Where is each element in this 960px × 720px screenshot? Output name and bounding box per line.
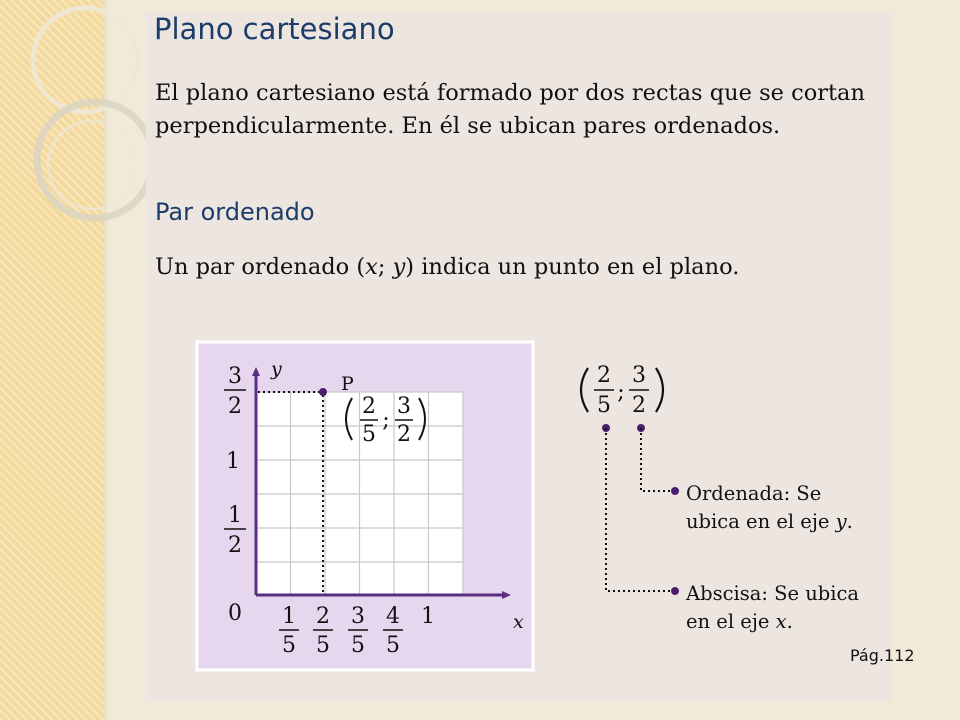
ordinate-connector xyxy=(641,428,675,491)
pair-var-x: x xyxy=(365,254,378,280)
pair-y-numerator: 3 xyxy=(632,363,646,388)
ordinate-line-1: Ordenada: Se xyxy=(686,482,822,505)
page-number: Pág.112 xyxy=(850,646,915,665)
ordinate-line-2: ubica en el eje xyxy=(686,510,836,534)
x-tick-denominator: 5 xyxy=(316,633,330,658)
x-tick-denominator: 5 xyxy=(351,633,365,658)
definition-paragraph: El plano cartesiano está formado por dos rectas que se cortan perpendicularmente. En él se ubican pares ordenados. xyxy=(155,80,865,140)
x-tick-whole: 1 xyxy=(421,604,435,629)
abscissa-line-2: en el eje xyxy=(686,610,776,634)
x-tick-numerator: 2 xyxy=(316,604,330,629)
ordinate-axis-var: y xyxy=(835,510,847,534)
slide-title: Plano cartesiano xyxy=(154,12,395,46)
abscissa-line-2-end: . xyxy=(786,610,793,634)
pair-var-y: y xyxy=(392,254,406,280)
abscissa-line-1: Abscisa: Se ubica xyxy=(686,582,860,605)
ordinate-line-2-end: . xyxy=(846,510,853,534)
abscissa-connector xyxy=(606,428,675,591)
x-tick-numerator: 3 xyxy=(351,604,365,629)
ordinate-target-dot xyxy=(671,487,679,495)
y-tick-numerator: 3 xyxy=(228,364,242,389)
y-tick-numerator: 1 xyxy=(228,503,242,528)
pair-x-denominator: 5 xyxy=(597,393,611,418)
point-p-label: P xyxy=(341,373,354,395)
x-axis-label: x xyxy=(513,611,524,633)
right-paren xyxy=(656,368,663,412)
coord-x-numerator: 2 xyxy=(362,394,376,419)
section-subtitle: Par ordenado xyxy=(155,198,315,226)
y-tick-denominator: 2 xyxy=(228,533,242,558)
y-axis-label: y xyxy=(271,358,282,380)
coord-y-denominator: 2 xyxy=(397,422,411,447)
pair-text-end: ) indica un punto en el plano. xyxy=(405,254,740,280)
left-paren xyxy=(581,368,588,412)
pair-text-start: Un par ordenado ( xyxy=(155,254,366,280)
x-tick-numerator: 4 xyxy=(386,604,400,629)
pair-separator: ; xyxy=(377,254,393,280)
origin-label: 0 xyxy=(228,601,242,626)
pair-separator: ; xyxy=(617,380,625,405)
explanation-pair xyxy=(581,363,663,418)
pair-y-denominator: 2 xyxy=(632,393,646,418)
x-tick-numerator: 1 xyxy=(282,604,296,629)
coord-x-denominator: 5 xyxy=(362,422,376,447)
pair-x-numerator: 2 xyxy=(597,363,611,388)
abscissa-annotation xyxy=(686,580,859,637)
plane-grid xyxy=(256,392,463,595)
coord-y-numerator: 3 xyxy=(397,394,411,419)
abscissa-axis-var: x xyxy=(775,610,787,634)
ordinate-annotation xyxy=(686,480,853,537)
abscissa-target-dot xyxy=(671,587,679,595)
y-tick-denominator: 2 xyxy=(228,394,242,419)
x-tick-denominator: 5 xyxy=(282,633,296,658)
y-tick-whole: 1 xyxy=(226,449,240,474)
point-p-marker xyxy=(319,388,327,396)
x-tick-denominator: 5 xyxy=(386,633,400,658)
coord-separator: ; xyxy=(382,408,390,433)
